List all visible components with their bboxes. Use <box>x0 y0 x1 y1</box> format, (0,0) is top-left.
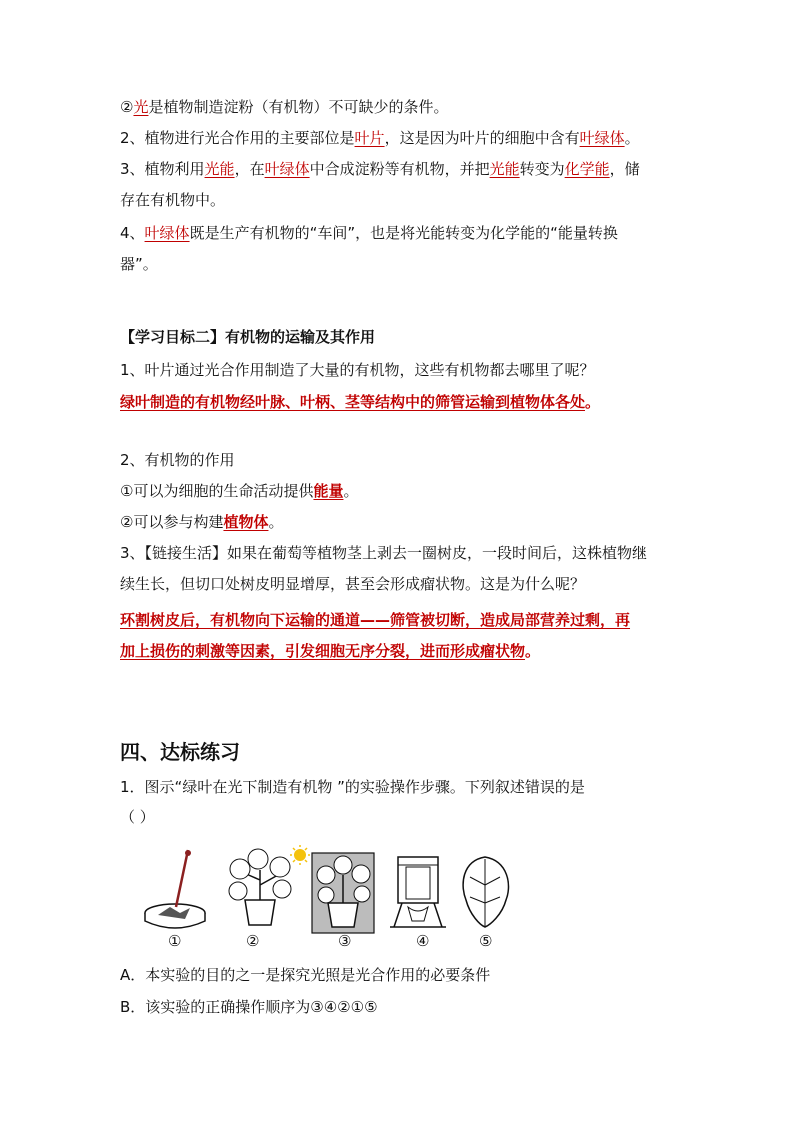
answer-blank: 叶绿体 <box>579 129 625 147</box>
text: ，这是因为叶片的细胞中含有 <box>384 129 580 147</box>
para-chloroplast-cont: 器”。 <box>120 255 158 273</box>
answer-blank: 叶片 <box>354 129 385 147</box>
question-2b <box>120 511 680 533</box>
text: 。 <box>624 129 640 147</box>
answer-blank: 植物体 <box>223 513 269 531</box>
answer-blank: 能量 <box>313 482 344 500</box>
answer-blank: 叶绿体 <box>144 224 190 242</box>
figure-label: ② <box>246 932 260 950</box>
text: 。 <box>585 393 601 411</box>
para-chloroplast <box>120 222 680 244</box>
text: 4、 <box>120 224 145 242</box>
text: ，储 <box>609 160 640 178</box>
para-energy <box>120 158 680 180</box>
text: 既是生产有机物的“车间”，也是将光能转变为化学能的“能量转换 <box>189 224 618 242</box>
answer-blank: 化学能 <box>564 160 610 178</box>
petri-dish-icon <box>145 850 205 928</box>
answer-blank: 光 <box>133 98 149 116</box>
para-energy-cont: 存在有机物中。 <box>120 191 226 209</box>
question-3-cont: 续生长，但切口处树皮明显增厚，甚至会形成瘤状物。这是为什么呢？ <box>120 575 586 593</box>
answer-blank: 光能 <box>489 160 520 178</box>
answer-3: 环割树皮后，有机物向下运输的通道——筛管被切断，造成局部营养过剩，再 <box>120 611 631 629</box>
potted-plant-sun-icon <box>229 845 310 925</box>
text: ② <box>120 98 134 116</box>
plant-in-dark-icon <box>312 853 374 933</box>
answer-blank: 光能 <box>204 160 235 178</box>
answer-bracket: （ ） <box>120 808 155 826</box>
text: 。 <box>525 642 541 660</box>
water-bath-icon <box>390 857 446 927</box>
answer-blank: 叶绿体 <box>264 160 310 178</box>
option-b: B．该实验的正确操作顺序为③④②①⑤ <box>120 998 378 1016</box>
question-1: 1、叶片通过光合作用制造了大量的有机物，这些有机物都去哪里了呢？ <box>120 361 595 379</box>
learning-goal-heading: 【学习目标二】有机物的运输及其作用 <box>120 328 376 346</box>
figure-label: ⑤ <box>479 932 493 950</box>
para-light-condition <box>120 96 680 118</box>
answer-1 <box>120 391 680 413</box>
experiment-figure <box>140 845 520 955</box>
figure-label: ① <box>168 932 182 950</box>
exercise-1: 1．图示“绿叶在光下制造有机物 ”的实验操作步骤。下列叙述错误的是 <box>120 778 585 796</box>
text: 转变为 <box>519 160 565 178</box>
answer-3-cont <box>120 640 680 662</box>
text: ，在 <box>234 160 265 178</box>
text: 。 <box>343 482 359 500</box>
text: 是植物制造淀粉（有机物）不可缺少的条件。 <box>148 98 449 116</box>
leaf-icon <box>463 857 508 927</box>
question-3: 3、【链接生活】如果在葡萄等植物茎上剥去一圈树皮，一段时间后，这株植物继 <box>120 544 648 562</box>
text: 3、植物利用 <box>120 160 205 178</box>
text: ①可以为细胞的生命活动提供 <box>120 482 314 500</box>
text: 2、植物进行光合作用的主要部位是 <box>120 129 355 147</box>
text: 。 <box>268 513 284 531</box>
question-2: 2、有机物的作用 <box>120 451 235 469</box>
answer-text: 绿叶制造的有机物经叶脉、叶柄、茎等结构中的筛管运输到植物体各处 <box>120 393 586 411</box>
text: 中合成淀粉等有机物，并把 <box>309 160 490 178</box>
para-main-site <box>120 127 680 149</box>
text: ②可以参与构建 <box>120 513 224 531</box>
answer-text: 加上损伤的刺激等因素，引发细胞无序分裂，进而形成瘤状物 <box>120 642 526 660</box>
option-a: A．本实验的目的之一是探究光照是光合作用的必要条件 <box>120 966 491 984</box>
figure-label: ④ <box>416 932 430 950</box>
figure-label: ③ <box>338 932 352 950</box>
section-heading: 四、达标练习 <box>120 740 240 764</box>
question-2a <box>120 480 680 502</box>
